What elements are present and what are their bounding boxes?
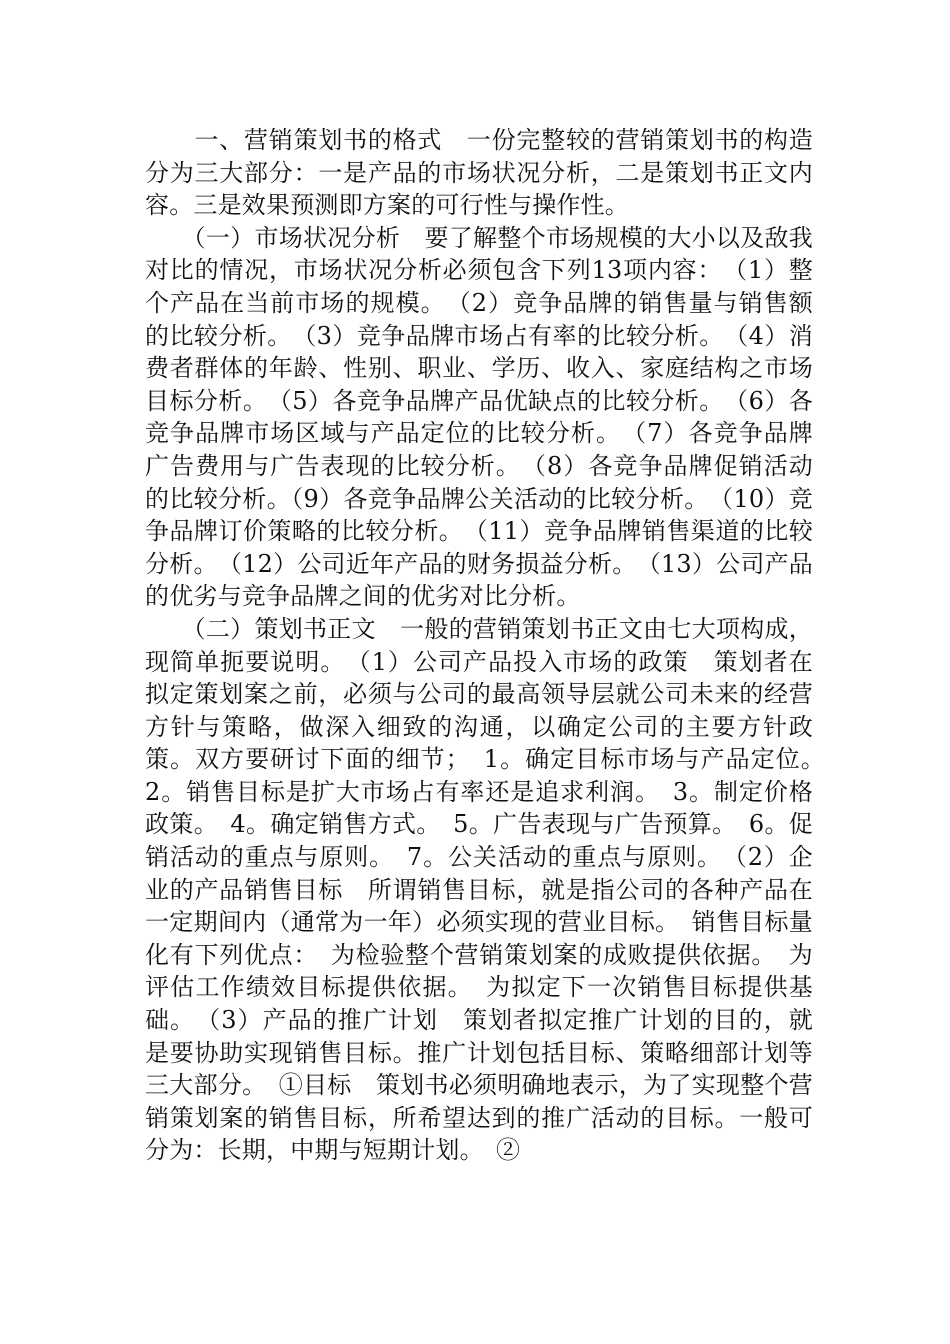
paragraph-plan-body: （二）策划书正文 一般的营销策划书正文由七大项构成，现简单扼要说明。 （1）公司产品投入市场的政策 策划者在拟定策划案之前，必须与公司的最高领导层就公司未来的经营方针与策略，做深入细致的沟通，以确定公司的主要方针政策。双方要研讨下面的细节； 1。确定目标市场与产品定位。 2。销售目标是扩大市场占有率还是追求利润。 3。制定价格政策。 4。确定销售方式。 5。广告表现与广告预算。 6。促销活动的重点与原则。 7。公关活动的重点与原则。 （2）企业的产品销售目标 所谓销售目标，就是指公司的各种产品在一定期间内（通常为一年）必须实现的营业目标。 销售目标量化有下列优点： 为检验整个营销策划案的成败提供依据。 为评估工作绩效目标提供依据。 为拟定下一次销售目标提供基础。 （3）产品的推广计划 策划者拟定推广计划的目的，就是要协助实现销售目标。推广计划包括目标、策略细部计划等三大部分。 ①目标 策划书必须明确地表示，为了实现整个营销策划案的销售目标，所希望达到的推广活动的目标。一般可分为：长期，中期与短期计划。 ② bbox=[145, 614, 838, 1165]
paragraph-market-analysis: （一）市场状况分析 要了解整个市场规模的大小以及敌我对比的情况，市场状况分析必须包含下列13项内容： （1）整个产品在当前市场的规模。 （2）竞争品牌的销售量与销售额的比较分析。 （3）竞争品牌市场占有率的比较分析。 （4）消费者群体的年龄、性别、职业、学历、收入、家庭结构之市场目标分析。 （5）各竞争品牌产品优缺点的比较分析。 （6）各竞争品牌市场区域与产品定位的比较分析。 （7）各竞争品牌广告费用与广告表现的比较分析。 （8）各竞争品牌促销活动的比较分析。（9）各竞争品牌公关活动的比较分析。 （10）竞争品牌订价策略的比较分析。 （11）竞争品牌销售渠道的比较分析。 （12）公司近年产品的财务损益分析。 （13）公司产品的优劣与竞争品牌之间的优劣对比分析。 bbox=[145, 223, 813, 611]
paragraph-format-overview: 一、营销策划书的格式 一份完整较的营销策划书的构造分为三大部分：一是产品的市场状况分析，二是策划书正文内容。三是效果预测即方案的可行性与操作性。 bbox=[145, 126, 813, 220]
document-body bbox=[145, 124, 838, 1167]
